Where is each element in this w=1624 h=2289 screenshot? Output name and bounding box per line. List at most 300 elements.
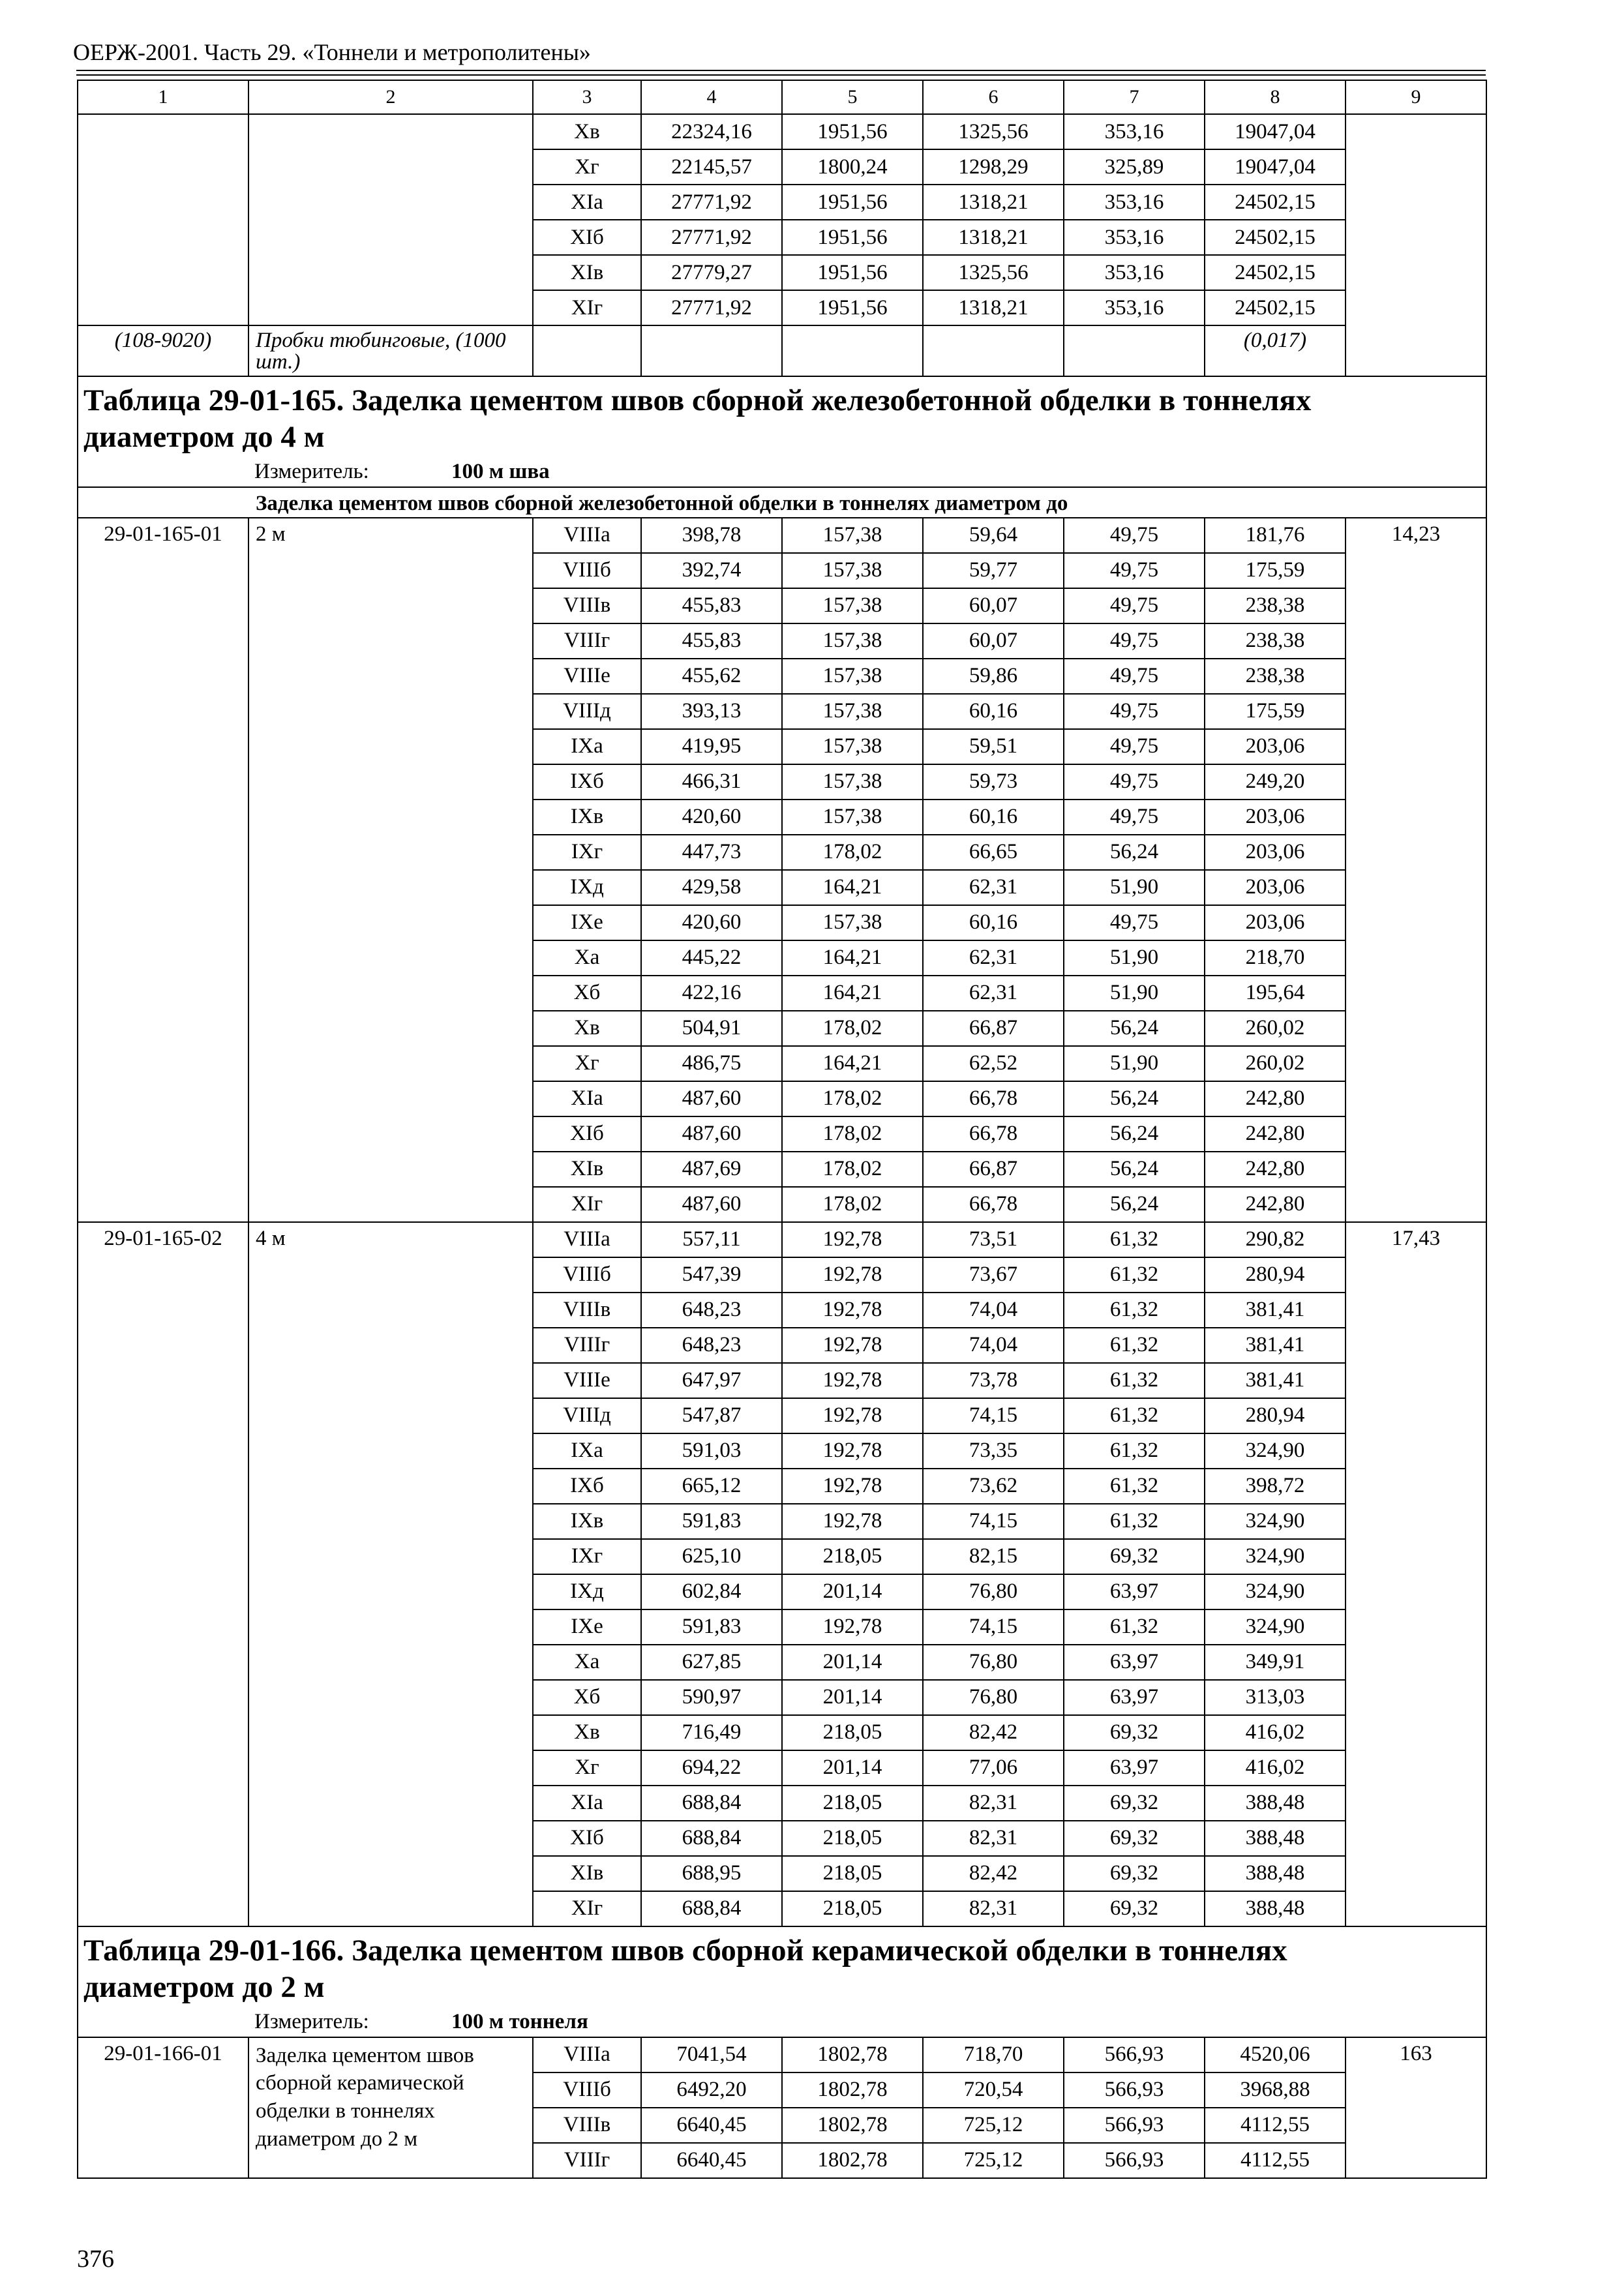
zone-cell: Xа xyxy=(533,940,641,976)
column-number: 3 xyxy=(533,80,641,114)
value-cell: 290,82 xyxy=(1205,1222,1346,1257)
value-cell: 82,42 xyxy=(923,1856,1064,1891)
value-cell: 1802,78 xyxy=(782,2072,923,2108)
zone-cell: IXа xyxy=(533,729,641,764)
value-cell: 388,48 xyxy=(1205,1786,1346,1821)
column-number: 4 xyxy=(641,80,782,114)
value-cell: 557,11 xyxy=(641,1222,782,1257)
value-cell: 218,05 xyxy=(782,1821,923,1856)
value-cell: 61,32 xyxy=(1064,1363,1205,1398)
zone-cell: Xг xyxy=(533,149,641,185)
code-cell: 29-01-165-02 xyxy=(78,1222,248,1926)
value-cell: 82,31 xyxy=(923,1786,1064,1821)
value-cell: 82,42 xyxy=(923,1715,1064,1750)
value-cell: 49,75 xyxy=(1064,659,1205,694)
value-cell: 22145,57 xyxy=(641,149,782,185)
measurement-value: 100 м тоннеля xyxy=(451,2009,588,2033)
value-cell: 1951,56 xyxy=(782,114,923,149)
value-cell: 487,60 xyxy=(641,1116,782,1152)
value-cell: 73,51 xyxy=(923,1222,1064,1257)
value-cell: 325,89 xyxy=(1064,149,1205,185)
value-cell: 547,39 xyxy=(641,1257,782,1293)
value-cell: 74,04 xyxy=(923,1328,1064,1363)
value-cell: 388,48 xyxy=(1205,1891,1346,1926)
column-number: 6 xyxy=(923,80,1064,114)
value-cell: 1318,21 xyxy=(923,185,1064,220)
value-cell: 49,75 xyxy=(1064,694,1205,729)
value-cell: 76,80 xyxy=(923,1574,1064,1609)
value-cell: 73,78 xyxy=(923,1363,1064,1398)
zone-cell: Xб xyxy=(533,976,641,1011)
value-cell: 725,12 xyxy=(923,2108,1064,2143)
value-cell: 192,78 xyxy=(782,1222,923,1257)
value-cell: 157,38 xyxy=(782,623,923,659)
value-cell: 69,32 xyxy=(1064,1715,1205,1750)
zone-cell: VIIIд xyxy=(533,694,641,729)
value-cell: 6492,20 xyxy=(641,2072,782,2108)
value-cell: 82,15 xyxy=(923,1539,1064,1574)
value-cell: 353,16 xyxy=(1064,114,1205,149)
value-cell: 242,80 xyxy=(1205,1152,1346,1187)
resource-name: Пробки тюбинговые, (1000 шт.) xyxy=(248,325,533,376)
value-cell: 59,51 xyxy=(923,729,1064,764)
resource-row xyxy=(78,325,1486,376)
table-body xyxy=(78,80,1486,2178)
value-cell: 718,70 xyxy=(923,2037,1064,2072)
value-cell: 445,22 xyxy=(641,940,782,976)
zone-cell: Xб xyxy=(533,1680,641,1715)
table-165-title xyxy=(78,376,1486,487)
value-cell: 324,90 xyxy=(1205,1574,1346,1609)
value-cell: 73,62 xyxy=(923,1469,1064,1504)
empty-cell xyxy=(923,325,1064,376)
value-cell: 74,15 xyxy=(923,1398,1064,1433)
value-cell: 353,16 xyxy=(1064,220,1205,255)
header-rule-bottom xyxy=(76,74,1486,76)
zone-cell: VIIIг xyxy=(533,623,641,659)
value-cell: 74,15 xyxy=(923,1609,1064,1645)
value-cell: 51,90 xyxy=(1064,870,1205,905)
value-cell: 1800,24 xyxy=(782,149,923,185)
code-cell-blank xyxy=(78,114,248,325)
value-cell: 24502,15 xyxy=(1205,290,1346,325)
value-cell: 178,02 xyxy=(782,1011,923,1046)
column-number: 7 xyxy=(1064,80,1205,114)
value-cell: 192,78 xyxy=(782,1293,923,1328)
value-cell: 164,21 xyxy=(782,940,923,976)
table-title: Таблица 29-01-165. Заделка цементом швов сборной железобетонной обделки в тоннелях xyxy=(83,383,1312,417)
value-cell: 203,06 xyxy=(1205,870,1346,905)
zone-cell: IXд xyxy=(533,1574,641,1609)
norms-table xyxy=(77,80,1487,2179)
value-cell: 74,04 xyxy=(923,1293,1064,1328)
table-row xyxy=(78,1222,1486,1257)
value-cell: 66,78 xyxy=(923,1081,1064,1116)
value-cell: 419,95 xyxy=(641,729,782,764)
resource-code: (108-9020) xyxy=(78,325,248,376)
zone-cell: VIIIв xyxy=(533,588,641,623)
value-cell: 388,48 xyxy=(1205,1856,1346,1891)
value-cell: 19047,04 xyxy=(1205,114,1346,149)
col9-cell: 14,23 xyxy=(1346,518,1486,1222)
value-cell: 27771,92 xyxy=(641,220,782,255)
value-cell: 1951,56 xyxy=(782,290,923,325)
code-cell: 29-01-166-01 xyxy=(78,2037,248,2178)
zone-cell: XIа xyxy=(533,185,641,220)
value-cell: 61,32 xyxy=(1064,1222,1205,1257)
value-cell: 1951,56 xyxy=(782,185,923,220)
value-cell: 238,38 xyxy=(1205,659,1346,694)
name-cell: Заделка цементом швов сборной керамической обделки в тоннелях диаметром до 2 м xyxy=(248,2037,533,2178)
table-166-title-cell xyxy=(78,1926,1486,2037)
value-cell: 487,60 xyxy=(641,1187,782,1222)
value-cell: 487,69 xyxy=(641,1152,782,1187)
value-cell: 381,41 xyxy=(1205,1328,1346,1363)
value-cell: 24502,15 xyxy=(1205,185,1346,220)
value-cell: 422,16 xyxy=(641,976,782,1011)
measurement-label: Измеритель: xyxy=(254,459,369,483)
value-cell: 429,58 xyxy=(641,870,782,905)
value-cell: 4112,55 xyxy=(1205,2143,1346,2178)
value-cell: 201,14 xyxy=(782,1750,923,1786)
value-cell: 59,86 xyxy=(923,659,1064,694)
value-cell: 1318,21 xyxy=(923,220,1064,255)
value-cell: 73,67 xyxy=(923,1257,1064,1293)
table-title: Таблица 29-01-166. Заделка цементом швов сборной керамической обделки в тоннелях xyxy=(83,1933,1287,1967)
value-cell: 24502,15 xyxy=(1205,255,1346,290)
value-cell: 157,38 xyxy=(782,905,923,940)
value-cell: 61,32 xyxy=(1064,1398,1205,1433)
value-cell: 178,02 xyxy=(782,1116,923,1152)
value-cell: 1318,21 xyxy=(923,290,1064,325)
value-cell: 60,16 xyxy=(923,694,1064,729)
value-cell: 22324,16 xyxy=(641,114,782,149)
zone-cell: IXв xyxy=(533,1504,641,1539)
value-cell: 398,78 xyxy=(641,518,782,553)
value-cell: 63,97 xyxy=(1064,1574,1205,1609)
zone-cell: XIг xyxy=(533,1891,641,1926)
value-cell: 353,16 xyxy=(1064,255,1205,290)
page-number: 376 xyxy=(77,2245,114,2273)
zone-cell: XIб xyxy=(533,1116,641,1152)
value-cell: 420,60 xyxy=(641,800,782,835)
value-cell: 665,12 xyxy=(641,1469,782,1504)
column-number: 5 xyxy=(782,80,923,114)
zone-cell: Xг xyxy=(533,1750,641,1786)
value-cell: 157,38 xyxy=(782,588,923,623)
zone-cell: XIб xyxy=(533,220,641,255)
zone-cell: VIIIе xyxy=(533,1363,641,1398)
zone-cell: IXг xyxy=(533,835,641,870)
zone-cell: VIIIе xyxy=(533,659,641,694)
zone-cell: VIIIв xyxy=(533,1293,641,1328)
value-cell: 566,93 xyxy=(1064,2072,1205,2108)
value-cell: 61,32 xyxy=(1064,1328,1205,1363)
value-cell: 51,90 xyxy=(1064,940,1205,976)
value-cell: 1298,29 xyxy=(923,149,1064,185)
value-cell: 324,90 xyxy=(1205,1504,1346,1539)
value-cell: 157,38 xyxy=(782,518,923,553)
zone-cell: VIIIг xyxy=(533,1328,641,1363)
value-cell: 590,97 xyxy=(641,1680,782,1715)
zone-cell: IXг xyxy=(533,1539,641,1574)
zone-cell: XIв xyxy=(533,1152,641,1187)
subheading-row xyxy=(78,487,1486,518)
value-cell: 175,59 xyxy=(1205,553,1346,588)
value-cell: 324,90 xyxy=(1205,1609,1346,1645)
value-cell: 61,32 xyxy=(1064,1293,1205,1328)
value-cell: 455,62 xyxy=(641,659,782,694)
value-cell: 447,73 xyxy=(641,835,782,870)
value-cell: 648,23 xyxy=(641,1293,782,1328)
zone-cell: XIг xyxy=(533,290,641,325)
value-cell: 157,38 xyxy=(782,729,923,764)
value-cell: 61,32 xyxy=(1064,1433,1205,1469)
value-cell: 218,05 xyxy=(782,1891,923,1926)
value-cell: 69,32 xyxy=(1064,1891,1205,1926)
value-cell: 164,21 xyxy=(782,1046,923,1081)
value-cell: 60,07 xyxy=(923,623,1064,659)
zone-cell: VIIIа xyxy=(533,518,641,553)
zone-cell: IXе xyxy=(533,905,641,940)
value-cell: 203,06 xyxy=(1205,905,1346,940)
value-cell: 66,65 xyxy=(923,835,1064,870)
value-cell: 1951,56 xyxy=(782,255,923,290)
value-cell: 66,87 xyxy=(923,1011,1064,1046)
value-cell: 56,24 xyxy=(1064,835,1205,870)
value-cell: 77,06 xyxy=(923,1750,1064,1786)
col9-cell: 163 xyxy=(1346,2037,1486,2178)
zone-cell: Xв xyxy=(533,1011,641,1046)
value-cell: 280,94 xyxy=(1205,1257,1346,1293)
value-cell: 280,94 xyxy=(1205,1398,1346,1433)
value-cell: 4112,55 xyxy=(1205,2108,1346,2143)
value-cell: 353,16 xyxy=(1064,185,1205,220)
value-cell: 504,91 xyxy=(641,1011,782,1046)
value-cell: 625,10 xyxy=(641,1539,782,1574)
value-cell: 61,32 xyxy=(1064,1504,1205,1539)
value-cell: 192,78 xyxy=(782,1609,923,1645)
value-cell: 6640,45 xyxy=(641,2108,782,2143)
value-cell: 1802,78 xyxy=(782,2143,923,2178)
resource-value: (0,017) xyxy=(1205,325,1346,376)
value-cell: 74,15 xyxy=(923,1504,1064,1539)
value-cell: 76,80 xyxy=(923,1645,1064,1680)
value-cell: 647,97 xyxy=(641,1363,782,1398)
value-cell: 27771,92 xyxy=(641,185,782,220)
value-cell: 181,76 xyxy=(1205,518,1346,553)
value-cell: 388,48 xyxy=(1205,1821,1346,1856)
value-cell: 62,52 xyxy=(923,1046,1064,1081)
value-cell: 688,84 xyxy=(641,1821,782,1856)
value-cell: 242,80 xyxy=(1205,1187,1346,1222)
value-cell: 3968,88 xyxy=(1205,2072,1346,2108)
value-cell: 61,32 xyxy=(1064,1469,1205,1504)
value-cell: 648,23 xyxy=(641,1328,782,1363)
value-cell: 420,60 xyxy=(641,905,782,940)
value-cell: 201,14 xyxy=(782,1645,923,1680)
zone-cell: Xа xyxy=(533,1645,641,1680)
name-cell-blank xyxy=(248,114,533,325)
col9-cell-blank xyxy=(1346,114,1486,376)
zone-cell: IXб xyxy=(533,764,641,800)
value-cell: 313,03 xyxy=(1205,1680,1346,1715)
table-166-title xyxy=(78,1926,1486,2037)
value-cell: 720,54 xyxy=(923,2072,1064,2108)
empty-cell xyxy=(641,325,782,376)
zone-cell: XIв xyxy=(533,1856,641,1891)
value-cell: 157,38 xyxy=(782,800,923,835)
zone-cell: VIIIв xyxy=(533,2108,641,2143)
value-cell: 157,38 xyxy=(782,694,923,729)
value-cell: 260,02 xyxy=(1205,1046,1346,1081)
code-cell: 29-01-165-01 xyxy=(78,518,248,1222)
zone-cell: VIIIа xyxy=(533,1222,641,1257)
value-cell: 238,38 xyxy=(1205,623,1346,659)
value-cell: 694,22 xyxy=(641,1750,782,1786)
empty-cell xyxy=(782,325,923,376)
value-cell: 82,31 xyxy=(923,1891,1064,1926)
value-cell: 178,02 xyxy=(782,835,923,870)
value-cell: 1951,56 xyxy=(782,220,923,255)
value-cell: 416,02 xyxy=(1205,1750,1346,1786)
value-cell: 1325,56 xyxy=(923,255,1064,290)
value-cell: 157,38 xyxy=(782,659,923,694)
value-cell: 566,93 xyxy=(1064,2037,1205,2072)
column-number: 8 xyxy=(1205,80,1346,114)
value-cell: 49,75 xyxy=(1064,553,1205,588)
value-cell: 627,85 xyxy=(641,1645,782,1680)
value-cell: 195,64 xyxy=(1205,976,1346,1011)
value-cell: 24502,15 xyxy=(1205,220,1346,255)
value-cell: 60,16 xyxy=(923,800,1064,835)
value-cell: 486,75 xyxy=(641,1046,782,1081)
value-cell: 192,78 xyxy=(782,1328,923,1363)
value-cell: 466,31 xyxy=(641,764,782,800)
value-cell: 398,72 xyxy=(1205,1469,1346,1504)
zone-cell: IXв xyxy=(533,800,641,835)
value-cell: 566,93 xyxy=(1064,2108,1205,2143)
value-cell: 218,05 xyxy=(782,1786,923,1821)
value-cell: 324,90 xyxy=(1205,1539,1346,1574)
value-cell: 49,75 xyxy=(1064,623,1205,659)
zone-cell: IXа xyxy=(533,1433,641,1469)
measurement-value: 100 м шва xyxy=(451,459,550,483)
value-cell: 59,64 xyxy=(923,518,1064,553)
value-cell: 66,78 xyxy=(923,1116,1064,1152)
zone-cell: XIг xyxy=(533,1187,641,1222)
value-cell: 218,05 xyxy=(782,1856,923,1891)
value-cell: 175,59 xyxy=(1205,694,1346,729)
zone-cell: Xв xyxy=(533,1715,641,1750)
value-cell: 547,87 xyxy=(641,1398,782,1433)
value-cell: 242,80 xyxy=(1205,1081,1346,1116)
running-header: ОЕРЖ-2001. Часть 29. «Тоннели и метрополитены» xyxy=(73,39,591,65)
value-cell: 455,83 xyxy=(641,588,782,623)
value-cell: 62,31 xyxy=(923,870,1064,905)
value-cell: 164,21 xyxy=(782,870,923,905)
value-cell: 688,84 xyxy=(641,1891,782,1926)
zone-cell: VIIIа xyxy=(533,2037,641,2072)
zone-cell: IXе xyxy=(533,1609,641,1645)
value-cell: 381,41 xyxy=(1205,1363,1346,1398)
value-cell: 324,90 xyxy=(1205,1433,1346,1469)
value-cell: 381,41 xyxy=(1205,1293,1346,1328)
value-cell: 56,24 xyxy=(1064,1011,1205,1046)
value-cell: 203,06 xyxy=(1205,729,1346,764)
value-cell: 51,90 xyxy=(1064,1046,1205,1081)
value-cell: 392,74 xyxy=(641,553,782,588)
value-cell: 393,13 xyxy=(641,694,782,729)
value-cell: 192,78 xyxy=(782,1257,923,1293)
table-title-line2: диаметром до 4 м xyxy=(83,420,325,455)
value-cell: 19047,04 xyxy=(1205,149,1346,185)
zone-cell: IXд xyxy=(533,870,641,905)
zone-cell: VIIIг xyxy=(533,2143,641,2178)
value-cell: 566,93 xyxy=(1064,2143,1205,2178)
value-cell: 6640,45 xyxy=(641,2143,782,2178)
column-number: 2 xyxy=(248,80,533,114)
value-cell: 602,84 xyxy=(641,1574,782,1609)
value-cell: 63,97 xyxy=(1064,1750,1205,1786)
col9-cell: 17,43 xyxy=(1346,1222,1486,1926)
value-cell: 4520,06 xyxy=(1205,2037,1346,2072)
value-cell: 192,78 xyxy=(782,1433,923,1469)
measurement-label: Измеритель: xyxy=(254,2009,369,2033)
value-cell: 260,02 xyxy=(1205,1011,1346,1046)
value-cell: 178,02 xyxy=(782,1187,923,1222)
value-cell: 455,83 xyxy=(641,623,782,659)
value-cell: 201,14 xyxy=(782,1574,923,1609)
value-cell: 1802,78 xyxy=(782,2108,923,2143)
value-cell: 56,24 xyxy=(1064,1187,1205,1222)
measurement-unit xyxy=(83,2011,1481,2033)
value-cell: 56,24 xyxy=(1064,1116,1205,1152)
measurement-unit xyxy=(83,461,1481,483)
table-title-line2: диаметром до 2 м xyxy=(83,1970,325,2005)
value-cell: 688,95 xyxy=(641,1856,782,1891)
value-cell: 716,49 xyxy=(641,1715,782,1750)
value-cell: 63,97 xyxy=(1064,1645,1205,1680)
name-cell: 4 м xyxy=(248,1222,533,1926)
value-cell: 69,32 xyxy=(1064,1856,1205,1891)
value-cell: 725,12 xyxy=(923,2143,1064,2178)
table-165-title-cell xyxy=(78,376,1486,487)
value-cell: 56,24 xyxy=(1064,1081,1205,1116)
value-cell: 27779,27 xyxy=(641,255,782,290)
value-cell: 192,78 xyxy=(782,1398,923,1433)
value-cell: 51,90 xyxy=(1064,976,1205,1011)
zone-cell: VIIIб xyxy=(533,2072,641,2108)
value-cell: 192,78 xyxy=(782,1363,923,1398)
value-cell: 218,70 xyxy=(1205,940,1346,976)
value-cell: 59,73 xyxy=(923,764,1064,800)
zone-cell: XIв xyxy=(533,255,641,290)
value-cell: 203,06 xyxy=(1205,835,1346,870)
value-cell: 249,20 xyxy=(1205,764,1346,800)
value-cell: 157,38 xyxy=(782,553,923,588)
value-cell: 49,75 xyxy=(1064,800,1205,835)
table-row xyxy=(78,114,1486,149)
name-cell: 2 м xyxy=(248,518,533,1222)
value-cell: 62,31 xyxy=(923,940,1064,976)
table-row xyxy=(78,518,1486,553)
value-cell: 192,78 xyxy=(782,1469,923,1504)
value-cell: 242,80 xyxy=(1205,1116,1346,1152)
value-cell: 178,02 xyxy=(782,1152,923,1187)
value-cell: 218,05 xyxy=(782,1539,923,1574)
zone-cell: XIа xyxy=(533,1081,641,1116)
